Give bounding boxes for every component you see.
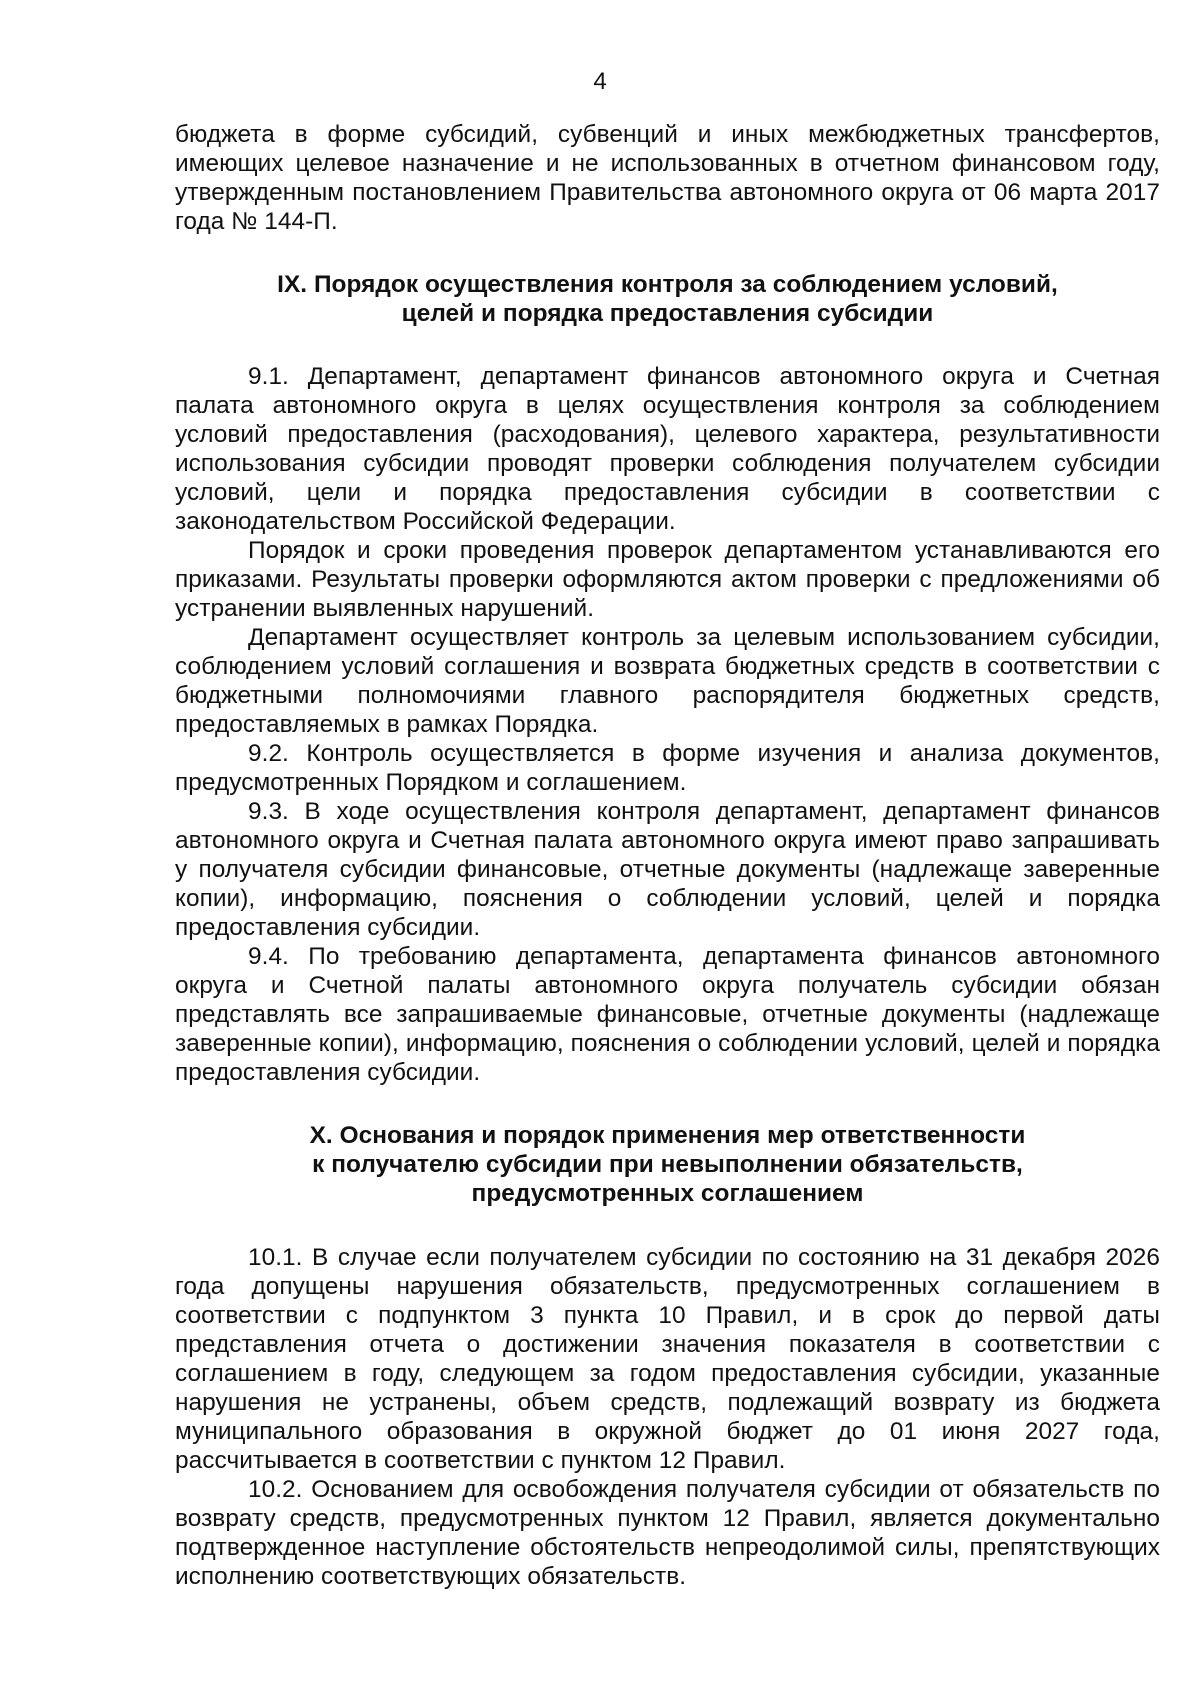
section-9-heading-line-2: целей и порядка предоставления субсидии [401, 300, 934, 327]
section-10-heading-line-1: X. Основания и порядок применения мер ответственности [309, 1122, 1026, 1149]
section-10-heading [175, 1121, 1160, 1208]
paragraph-9-1-control: Департамент осуществляет контроль за целевым использованием субсидии, соблюдением условий соглашения и возврата бюджетных средств в соответствии с бюджетными полномочиями главного распорядителя бюджетных средств, предоставляемых в рамках Порядка. [175, 624, 1160, 738]
section-9-heading-line-1: IX. Порядок осуществления контроля за соблюдением условий, [277, 271, 1058, 298]
page-number: 4 [593, 68, 607, 95]
document-body [175, 120, 1160, 1591]
spacer [175, 1208, 1160, 1243]
paragraph-9-3: 9.3. В ходе осуществления контроля департамент, департамент финансов автономного округа и Счетная палата автономного округа имеют право запрашивать у получателя субсидии финансовые, отчетные документы (надлежаще заверенные копии), информацию, пояснения о соблюдении условий, целей и порядка предоставления субсидии. [175, 798, 1160, 941]
spacer [175, 236, 1160, 270]
paragraph-10-1: 10.1. В случае если получателем субсидии по состоянию на 31 декабря 2026 года допущены нарушения обязательств, предусмотренных соглашением в соответствии с подпунктом 3 пункта 10 Правил, и в срок до первой даты представления отчета о достижении значения показателя в соответствии с соглашением в году, следующем за годом предоставления субсидии, указанные нарушения не устранены, объем средств, подлежащий возврату из бюджета муниципального образования в окружной бюджет до 01 июня 2027 года, рассчитывается в соответствии с пунктом 12 Правил. [175, 1244, 1160, 1474]
section-9-heading [175, 270, 1160, 328]
section-10-heading-line-2: к получателю субсидии при невыполнении обязательств, [312, 1151, 1023, 1178]
spacer [175, 328, 1160, 362]
paragraph-9-1-procedure: Порядок и сроки проведения проверок департаментом устанавливаются его приказами. Результаты проверки оформляются актом проверки с предложениями об устранении выявленных нарушений. [175, 537, 1160, 622]
spacer [175, 1087, 1160, 1121]
paragraph-9-4: 9.4. По требованию департамента, департамента финансов автономного округа и Счетной палаты автономного округа получатель субсидии обязан представлять все запрашиваемые финансовые, отчетные документы (надлежаще заверенные копии), информацию, пояснения о соблюдении условий, целей и порядка предоставления субсидии. [175, 943, 1160, 1086]
paragraph-10-2: 10.2. Основанием для освобождения получателя субсидии от обязательств по возврату средств, предусмотренных пунктом 12 Правил, является документально подтвержденное наступление обстоятельств непреодолимой силы, препятствующих исполнению соответствующих обязательств. [175, 1476, 1160, 1590]
intro-paragraph: бюджета в форме субсидий, субвенций и иных межбюджетных трансфертов, имеющих целевое назначение и не использованных в отчетном финансовом году, утвержденным постановлением Правительства автономного округа от 06 марта 2017 года № 144-П. [175, 121, 1160, 235]
paragraph-9-2: 9.2. Контроль осуществляется в форме изучения и анализа документов, предусмотренных Порядком и соглашением. [175, 740, 1160, 796]
paragraph-9-1: 9.1. Департамент, департамент финансов автономного округа и Счетная палата автономного округа в целях осуществления контроля за соблюдением условий предоставления (расходования), целевого характера, результативности использования субсидии проводят проверки соблюдения получателем субсидии условий, цели и порядка предоставления субсидии в соответствии с законодательством Российской Федерации. [175, 363, 1160, 535]
section-10-heading-line-3: предусмотренных соглашением [471, 1180, 864, 1207]
